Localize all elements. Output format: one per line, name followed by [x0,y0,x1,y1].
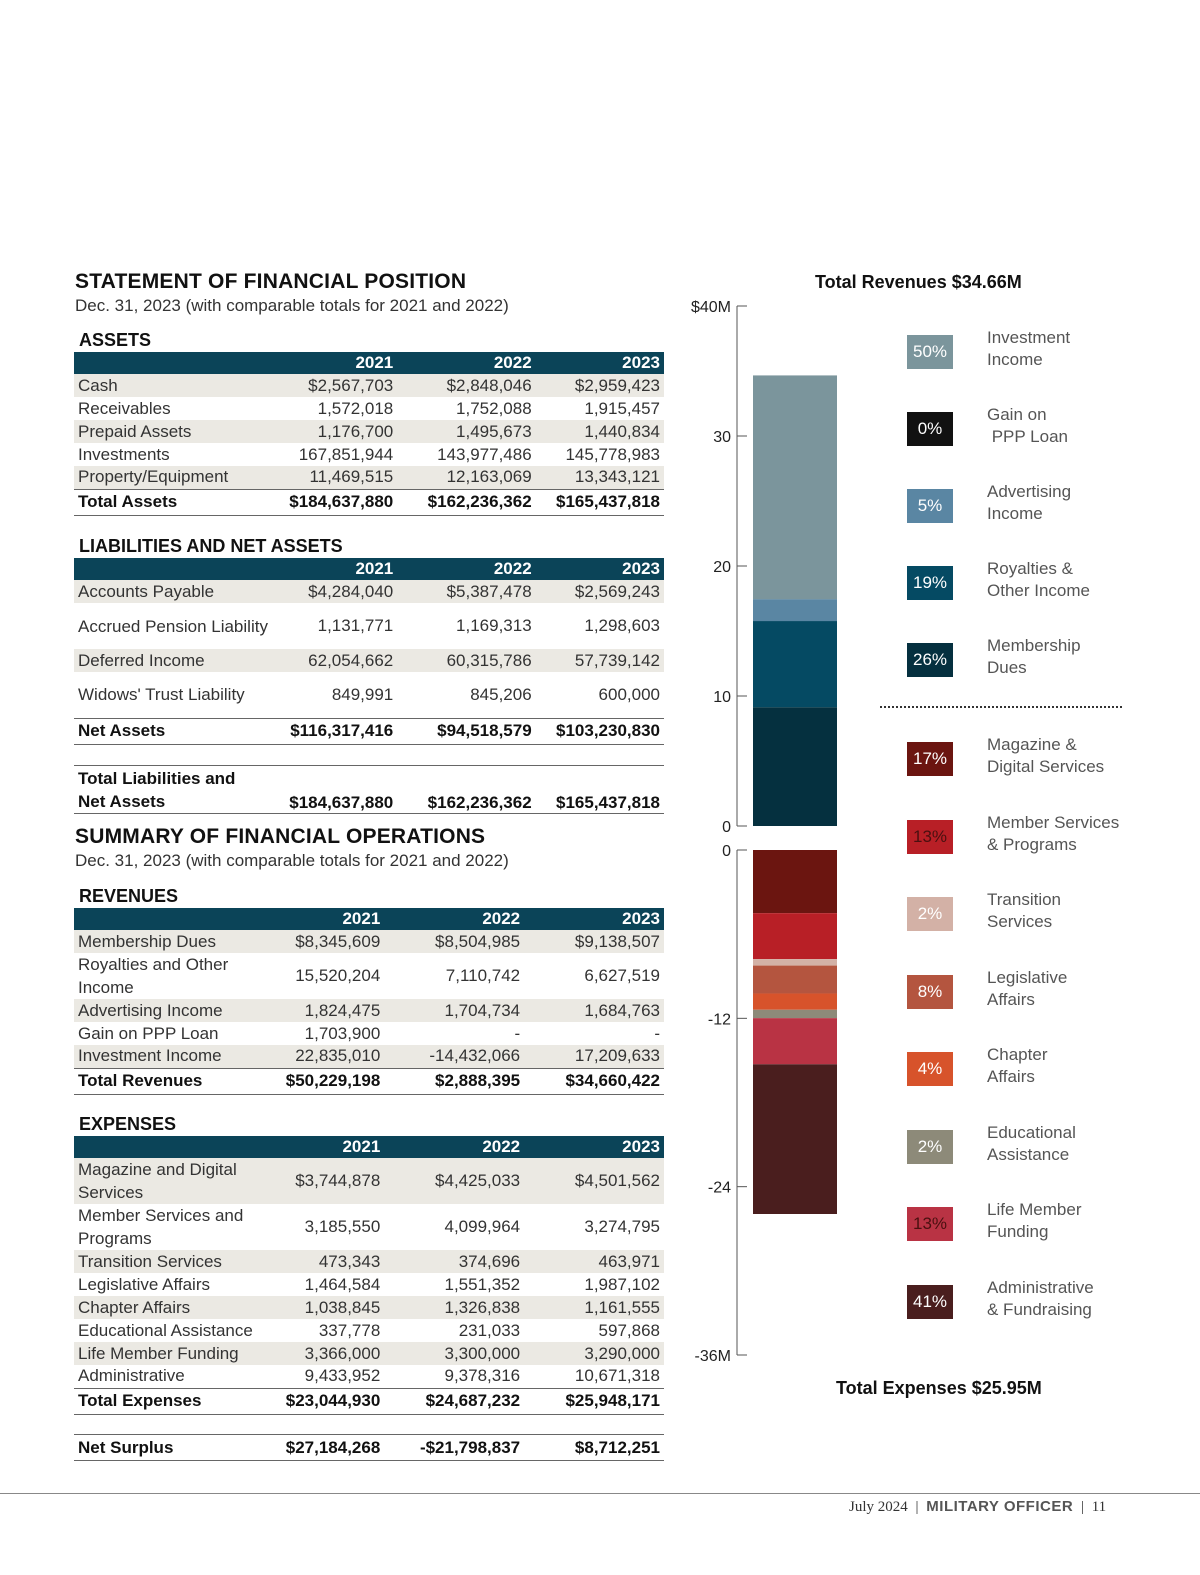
row-value: 9,378,316 [444,1366,521,1386]
row-label: Life Member Funding [74,1342,278,1365]
expenses-header-row [74,1136,664,1158]
legend-divider [880,706,1122,708]
table-row [74,953,664,999]
table-row [74,397,664,420]
legend-label-line: Funding [987,1222,1049,1241]
table-row [74,1296,664,1319]
expense-segment [753,1010,837,1018]
footer-sep: | [915,1499,919,1515]
legend-label-line: Other Income [987,581,1090,600]
row-label: Deferred Income [74,649,276,672]
assets-heading: ASSETS [79,330,152,350]
row-label: Receivables [78,398,171,418]
total-revenues-row [74,1068,664,1094]
net-surplus-row-value: $27,184,268 [278,1435,384,1461]
row-label: Cash [74,374,276,397]
total-assets-row-label: Total Assets [74,489,276,515]
legend-label-line: Chapter [987,1045,1048,1064]
total-assets-row-value: $165,437,818 [536,489,664,515]
table-row [74,1250,664,1273]
total-revenues-row-value: $2,888,395 [384,1068,524,1094]
total-revenues-row-value: $50,229,198 [278,1068,384,1094]
row-value: 1,824,475 [278,999,384,1022]
row-label: Investments [78,444,170,464]
row-value: $8,504,985 [384,930,524,953]
row-value: 1,572,018 [317,398,394,418]
table-row [74,999,664,1022]
expenses-table [74,1136,664,1415]
expense-segment [753,1018,837,1064]
legend-label [987,635,1081,679]
row-value: $9,138,507 [524,930,664,953]
footer [849,1498,1106,1516]
footer-date: July 2024 [849,1499,908,1515]
row-value: 60,315,786 [397,649,535,672]
row-value: 1,131,771 [317,616,394,635]
row-value: 374,696 [384,1250,524,1273]
legend-label [987,327,1070,371]
row-value: 11,469,515 [276,466,397,489]
liabilities-header-row [74,558,664,580]
revenues-heading: REVENUES [79,886,179,906]
row-value: 1,987,102 [584,1274,660,1294]
table-row [74,649,664,672]
row-label: Advertising Income [74,999,278,1022]
legend-label-line: Membership [987,636,1081,655]
revenue-segment [753,599,837,621]
legend-label [987,558,1090,602]
legend-label-line: Member Services [987,812,1120,832]
assets-table [74,352,664,516]
row-value: 3,185,550 [304,1217,381,1236]
net-surplus-row-label: Net Surplus [74,1435,278,1461]
liabilities-table [74,558,664,745]
legend-swatch: 4% [907,1052,953,1086]
row-value: 1,703,900 [304,1023,381,1043]
row-value: 10,671,318 [574,1366,660,1386]
total-expenses-row [74,1388,664,1414]
row-value: 1,440,834 [536,420,664,443]
row-value: 1,495,673 [397,420,535,443]
row-value: 1,298,603 [584,616,660,635]
row-value: 145,778,983 [565,444,660,464]
row-value: $4,425,033 [384,1158,524,1204]
expense-tick-label: -12 [707,1011,731,1029]
row-value: 473,343 [278,1250,384,1273]
legend-label-line: Income [987,350,1043,369]
year-header: 2021 [278,908,384,930]
row-value: 1,176,700 [276,420,397,443]
legend-swatch: 5% [907,489,953,523]
row-value: $3,744,878 [278,1158,384,1204]
net-surplus-row [74,1435,664,1461]
legend-swatch: 41% [907,1285,953,1319]
row-label: Gain on PPP Loan [78,1023,219,1043]
row-value: $4,501,562 [524,1158,664,1204]
year-header: 2022 [397,352,535,374]
net-assets-row-value: $103,230,830 [536,718,664,744]
position-title: STATEMENT OF FINANCIAL POSITION [75,270,467,293]
row-value: 3,366,000 [278,1342,384,1365]
total-liabilities-table [74,765,664,814]
footer-rule [0,1493,1200,1494]
net-assets-row [74,718,664,744]
row-value: 600,000 [598,684,660,704]
revenue-tick-label: 0 [722,819,731,836]
row-value: -14,432,066 [384,1045,524,1068]
table-row [74,466,664,489]
row-value: 3,274,795 [584,1217,660,1236]
legend-label-line: Income [987,504,1043,523]
revenue-tick-label: 20 [713,559,731,576]
legend-label-line: Administrative [987,1277,1094,1297]
legend-swatch: 2% [907,897,953,931]
expense-segment [753,913,837,959]
table-row [74,603,664,649]
row-value: 1,704,734 [384,999,524,1022]
year-header: 2022 [384,908,524,930]
position-subtitle: Dec. 31, 2023 (with comparable totals for 2021 and 2022) [75,296,509,315]
revenue-tick-label: $40M [690,299,731,316]
legend-label [987,1277,1094,1321]
row-label: Prepaid Assets [74,420,276,443]
row-value: 1,169,313 [456,616,532,635]
net-surplus-table [74,1434,664,1461]
total-assets-row-value: $162,236,362 [397,489,535,515]
legend-label [987,812,1119,856]
row-value: $5,387,478 [397,580,535,603]
row-value: $2,567,703 [276,374,397,397]
row-value: 9,433,952 [304,1366,381,1386]
legend-label-line: PPP Loan [987,427,1068,446]
row-value: 1,915,457 [584,398,660,418]
expense-segment [753,993,837,1009]
legend-label [987,1122,1076,1166]
row-value: 1,684,763 [524,999,664,1022]
net-assets-row-label: Net Assets [74,718,276,744]
legend-label-line: & Fundraising [987,1299,1092,1319]
expense-tick-label: -36M [694,1348,731,1365]
legend-label-line: Investment [987,328,1071,347]
legend-label-line: Advertising [987,482,1072,501]
expense-tick-label: -24 [707,1179,731,1197]
year-header: 2021 [276,558,397,580]
net-assets-row-value: $116,317,416 [276,718,397,744]
revenue-expense-chart [670,290,870,1380]
legend-label-line: Services [987,912,1053,931]
row-value: 3,290,000 [524,1342,664,1365]
row-value: 62,054,662 [276,649,397,672]
row-value: 1,551,352 [444,1274,521,1294]
row-value: $2,959,423 [536,374,664,397]
table-row [74,1045,664,1068]
row-value: $4,284,040 [276,580,397,603]
total-revenues-row-label: Total Revenues [74,1068,278,1094]
row-value: 337,778 [318,1320,381,1340]
legend-label-line: Royalties & [987,559,1073,578]
row-label: Legislative Affairs [78,1274,210,1294]
row-value: 463,971 [524,1250,664,1273]
year-header: 2022 [384,1136,524,1158]
expense-chart-title: Total Expenses $25.95M [836,1378,1042,1398]
table-row [74,930,664,953]
row-label: Educational Assistance [78,1320,253,1340]
row-value: 1,038,845 [278,1296,384,1319]
revenue-tick-label: 30 [713,429,731,446]
row-value: 1,464,584 [304,1274,381,1294]
legend-label-line: Affairs [987,989,1035,1009]
footer-magazine: MILITARY OFFICER [926,1498,1074,1515]
row-value: 6,627,519 [584,966,660,985]
legend-swatch: 19% [907,566,953,600]
year-header: 2022 [397,558,535,580]
table-row [74,1319,664,1342]
row-value: 1,752,088 [456,398,532,418]
legend-label [987,967,1067,1011]
assets-header-row [74,352,664,374]
table-row [74,1365,664,1388]
total-expenses-row-value: $25,948,171 [524,1388,664,1414]
table-row [74,420,664,443]
legend-label-line: Life Member [987,1200,1082,1219]
total-liabilities-row-label: Total Liabilities and Net Assets [74,766,266,814]
legend-label [987,1199,1081,1243]
net-surplus-row-value: $8,712,251 [524,1435,664,1461]
row-label: Investment Income [74,1045,278,1068]
legend-label [987,1044,1047,1088]
total-assets-row [74,489,664,515]
row-label: Transition Services [74,1250,278,1273]
row-value: - [654,1023,660,1043]
table-row [74,1273,664,1296]
year-header: 2021 [276,352,397,374]
row-value: $2,848,046 [397,374,535,397]
row-value: 597,868 [598,1320,660,1340]
total-expenses-row-value: $24,687,232 [384,1388,524,1414]
year-header: 2023 [524,908,664,930]
legend-label [987,481,1071,525]
row-label: Accounts Payable [74,580,276,603]
table-row [74,443,664,466]
row-value: 167,851,944 [298,444,394,464]
revenues-header-row [74,908,664,930]
total-assets-row-value: $184,637,880 [276,489,397,515]
legend-label-line: Gain on [987,405,1047,424]
legend-swatch: 0% [907,412,953,446]
total-expenses-row-label: Total Expenses [74,1388,278,1414]
row-label: Property/Equipment [74,466,276,489]
row-value: 143,977,486 [437,444,532,464]
total-revenues-row-value: $34,660,422 [524,1068,664,1094]
liabilities-heading: LIABILITIES AND NET ASSETS [79,536,343,556]
footer-sep: | [1080,1499,1084,1515]
row-value: 12,163,069 [397,466,535,489]
row-value: 22,835,010 [278,1045,384,1068]
year-header: 2021 [278,1136,384,1158]
footer-page: 11 [1091,1499,1107,1515]
row-value: 845,206 [470,684,532,704]
row-value: 849,991 [331,684,394,704]
row-label: Member Services and Programs [78,1206,244,1248]
table-row [74,580,664,603]
total-liabilities-row [74,766,664,814]
total-liabilities-row-value: $162,236,362 [397,766,535,814]
legend-label-line: & Programs [987,834,1077,854]
row-value: 3,300,000 [384,1342,524,1365]
revenue-tick-label: 10 [713,689,731,706]
legend-label-line: Digital Services [987,757,1105,776]
row-value: 57,739,142 [536,649,664,672]
operations-subtitle: Dec. 31, 2023 (with comparable totals for 2021 and 2022) [75,851,509,870]
table-row [74,1342,664,1365]
row-label: Chapter Affairs [74,1296,278,1319]
row-value: 1,326,838 [384,1296,524,1319]
legend-swatch: 2% [907,1130,953,1164]
legend-label-line: Transition [987,890,1062,909]
expense-segment [753,959,837,966]
row-value: 13,343,121 [536,466,664,489]
row-value: $2,569,243 [536,580,664,603]
legend-swatch: 8% [907,975,953,1009]
table-row [74,1158,664,1204]
legend-label-line: Educational [987,1122,1076,1142]
row-value: 17,209,633 [524,1045,664,1068]
total-expenses-row-value: $23,044,930 [278,1388,384,1414]
row-value: $8,345,609 [278,930,384,953]
legend-swatch: 13% [907,820,953,854]
row-label: Administrative [78,1366,185,1386]
row-value: 4,099,964 [444,1217,521,1236]
year-header: 2023 [536,558,664,580]
revenue-chart-title: Total Revenues $34.66M [815,272,1022,292]
legend-swatch: 17% [907,742,953,776]
total-liabilities-row-value: $184,637,880 [266,766,397,814]
year-header: 2023 [524,1136,664,1158]
row-label: Accrued Pension Liability [78,616,268,636]
row-value: 15,520,204 [295,966,381,985]
expenses-heading: EXPENSES [79,1114,177,1134]
legend-label [987,404,1068,448]
table-row [74,1204,664,1250]
row-value: 1,161,555 [524,1296,664,1319]
expense-segment [753,1064,837,1214]
total-liabilities-row-value: $165,437,818 [536,766,664,814]
legend-label-line: Dues [987,658,1027,677]
revenue-segment [753,621,837,707]
legend-label [987,734,1104,778]
revenue-segment [753,375,837,599]
row-value: - [514,1023,521,1043]
legend-label-line: Assistance [987,1144,1070,1164]
row-label: Royalties and Other Income [78,955,229,997]
legend-swatch: 13% [907,1207,953,1241]
expense-segment [753,966,837,994]
year-header: 2023 [536,352,664,374]
operations-title: SUMMARY OF FINANCIAL OPERATIONS [75,825,486,848]
revenues-table [74,908,664,1095]
row-label: Widows' Trust Liability [78,685,245,705]
net-assets-row-value: $94,518,579 [397,718,535,744]
row-label: Membership Dues [74,930,278,953]
legend-label-line: Magazine & [987,735,1077,754]
legend-swatch: 50% [907,335,953,369]
legend-swatch: 26% [907,643,953,677]
revenue-segment [753,707,837,826]
row-label: Magazine and Digital Services [74,1158,278,1204]
expense-segment [753,850,837,913]
legend-label-line: Legislative [987,967,1068,987]
table-row [74,1022,664,1045]
row-value: 7,110,742 [445,966,521,985]
row-value: 231,033 [458,1320,521,1340]
table-row [74,672,664,718]
expense-tick-label: 0 [722,843,731,860]
net-surplus-row-value: -$21,798,837 [384,1435,524,1461]
legend-label [987,889,1061,933]
table-row [74,374,664,397]
legend-label-line: Affairs [987,1067,1035,1086]
